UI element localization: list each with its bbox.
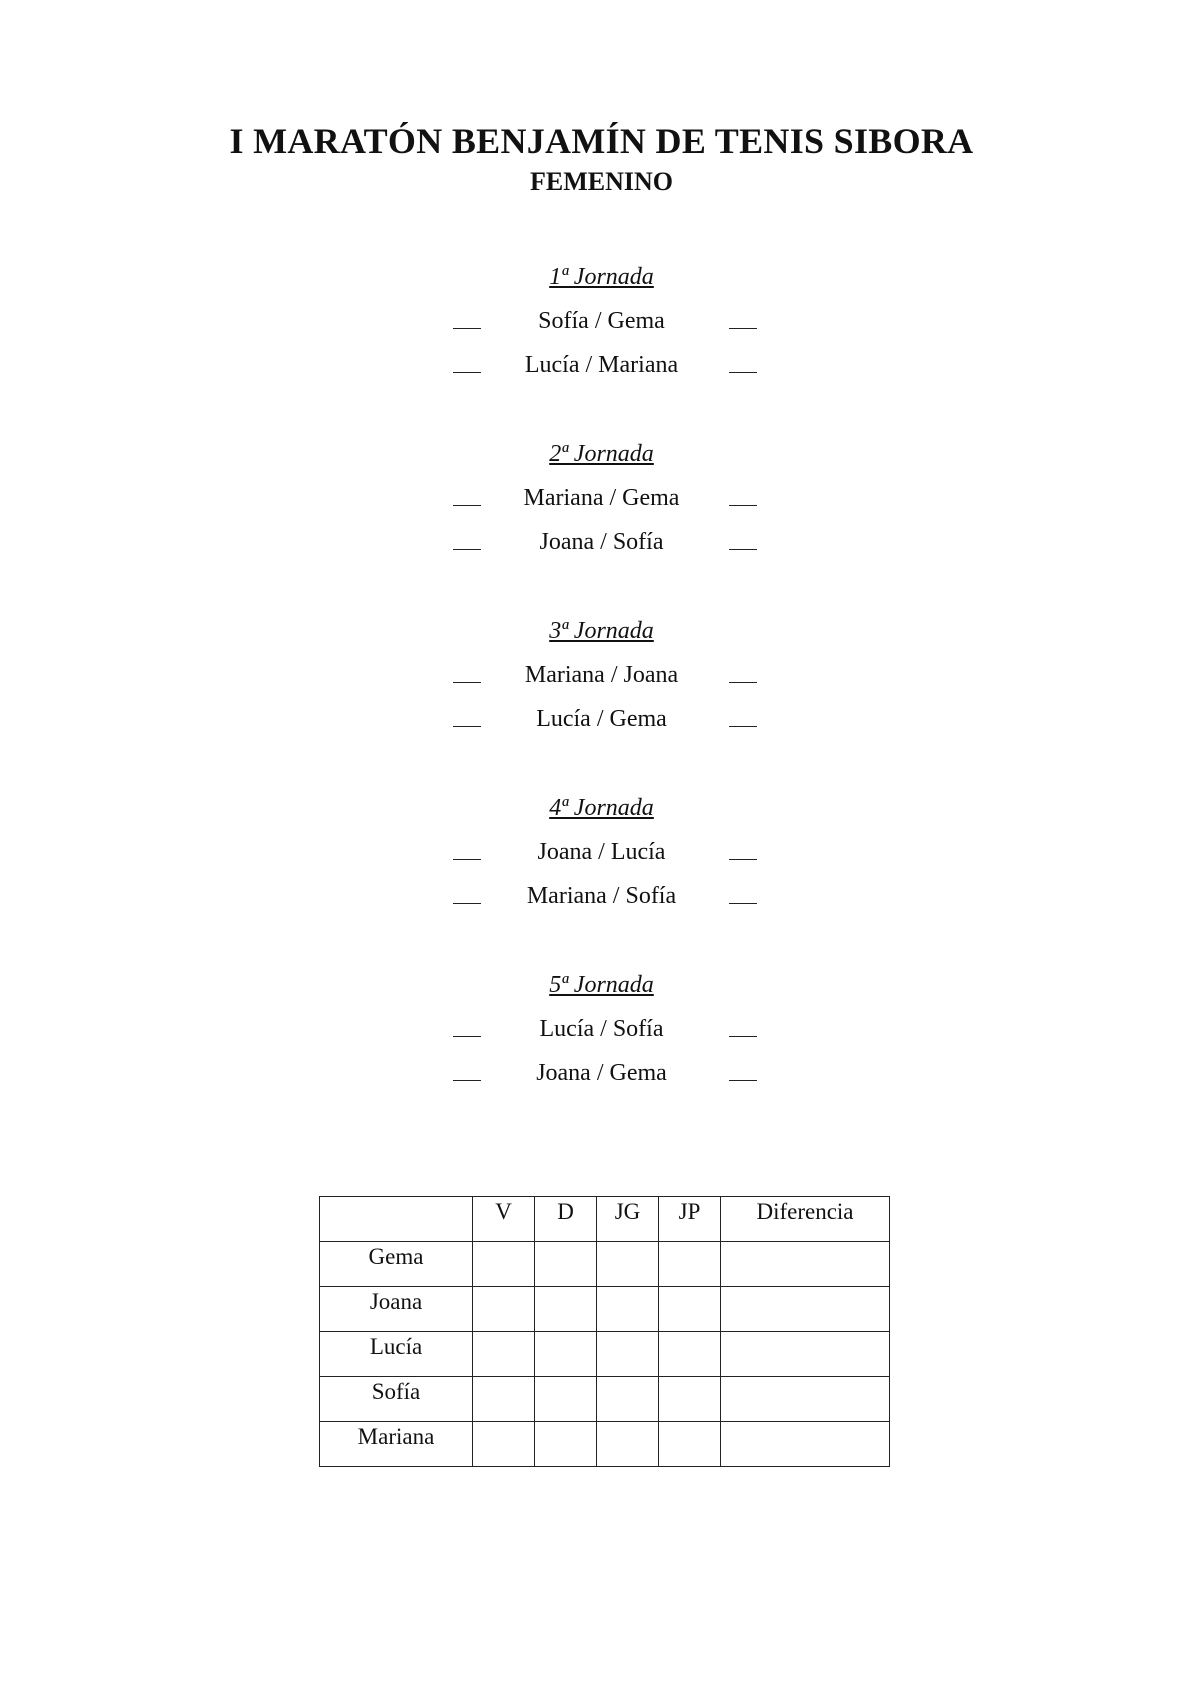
match-players: Joana / Lucía (537, 839, 666, 865)
games-won-cell[interactable] (597, 1422, 659, 1467)
match-players: Joana / Sofía (539, 529, 664, 555)
match-players: Mariana / Sofía (526, 883, 677, 909)
games-won-cell[interactable] (597, 1332, 659, 1377)
match-row (0, 306, 1203, 350)
player-name-cell: Sofía (320, 1377, 473, 1422)
match-row (0, 350, 1203, 394)
score-blank-right[interactable] (729, 328, 757, 329)
standings-table (319, 1196, 890, 1467)
round-4 (0, 793, 1203, 970)
score-blank-right[interactable] (729, 1080, 757, 1081)
games-won-cell[interactable] (597, 1242, 659, 1287)
score-blank-right[interactable] (729, 859, 757, 860)
document-subtitle: FEMENINO (530, 167, 673, 196)
column-header-victories: V (473, 1197, 535, 1242)
column-header-games-lost: JP (659, 1197, 721, 1242)
table-row (320, 1332, 890, 1377)
column-header-difference: Diferencia (721, 1197, 890, 1242)
round-title: 3ª Jornada (549, 618, 654, 644)
match-players: Lucía / Gema (536, 706, 667, 732)
difference-cell[interactable] (721, 1242, 890, 1287)
score-blank-right[interactable] (729, 1036, 757, 1037)
match-row (0, 1014, 1203, 1058)
match-row (0, 660, 1203, 704)
round-2 (0, 439, 1203, 616)
match-players: Mariana / Joana (524, 662, 679, 688)
victories-cell[interactable] (473, 1332, 535, 1377)
table-row (320, 1377, 890, 1422)
defeats-cell[interactable] (535, 1332, 597, 1377)
round-title: 1ª Jornada (549, 264, 654, 290)
score-blank-right[interactable] (729, 726, 757, 727)
score-blank-right[interactable] (729, 372, 757, 373)
victories-cell[interactable] (473, 1377, 535, 1422)
column-header-games-won: JG (597, 1197, 659, 1242)
match-row (0, 1058, 1203, 1102)
round-title: 4ª Jornada (549, 795, 654, 821)
difference-cell[interactable] (721, 1287, 890, 1332)
match-row (0, 527, 1203, 571)
games-won-cell[interactable] (597, 1377, 659, 1422)
games-lost-cell[interactable] (659, 1287, 721, 1332)
match-players: Lucía / Sofía (539, 1016, 664, 1042)
games-lost-cell[interactable] (659, 1332, 721, 1377)
victories-cell[interactable] (473, 1422, 535, 1467)
player-name-cell: Lucía (320, 1332, 473, 1377)
round-1 (0, 262, 1203, 439)
table-row (320, 1422, 890, 1467)
defeats-cell[interactable] (535, 1422, 597, 1467)
match-players: Joana / Gema (536, 1060, 667, 1086)
match-players: Sofía / Gema (538, 308, 665, 334)
difference-cell[interactable] (721, 1332, 890, 1377)
score-blank-right[interactable] (729, 682, 757, 683)
match-row (0, 483, 1203, 527)
column-header-player (320, 1197, 473, 1242)
player-name-cell: Joana (320, 1287, 473, 1332)
victories-cell[interactable] (473, 1242, 535, 1287)
difference-cell[interactable] (721, 1377, 890, 1422)
round-5 (0, 970, 1203, 1147)
round-title: 2ª Jornada (549, 441, 654, 467)
defeats-cell[interactable] (535, 1287, 597, 1332)
column-header-defeats: D (535, 1197, 597, 1242)
games-lost-cell[interactable] (659, 1377, 721, 1422)
defeats-cell[interactable] (535, 1377, 597, 1422)
table-row (320, 1287, 890, 1332)
match-row (0, 704, 1203, 748)
games-lost-cell[interactable] (659, 1422, 721, 1467)
score-blank-right[interactable] (729, 505, 757, 506)
player-name-cell: Mariana (320, 1422, 473, 1467)
games-lost-cell[interactable] (659, 1242, 721, 1287)
difference-cell[interactable] (721, 1422, 890, 1467)
score-blank-right[interactable] (729, 549, 757, 550)
score-blank-right[interactable] (729, 903, 757, 904)
victories-cell[interactable] (473, 1287, 535, 1332)
table-row (320, 1242, 890, 1287)
match-row (0, 837, 1203, 881)
round-title: 5ª Jornada (549, 972, 654, 998)
round-3 (0, 616, 1203, 793)
match-players: Mariana / Gema (523, 485, 680, 511)
match-players: Lucía / Mariana (524, 352, 679, 378)
rounds-list (0, 262, 1203, 1147)
defeats-cell[interactable] (535, 1242, 597, 1287)
document-title: I MARATÓN BENJAMÍN DE TENIS SIBORA (229, 121, 974, 161)
table-header-row (320, 1197, 890, 1242)
player-name-cell: Gema (320, 1242, 473, 1287)
games-won-cell[interactable] (597, 1287, 659, 1332)
match-row (0, 881, 1203, 925)
